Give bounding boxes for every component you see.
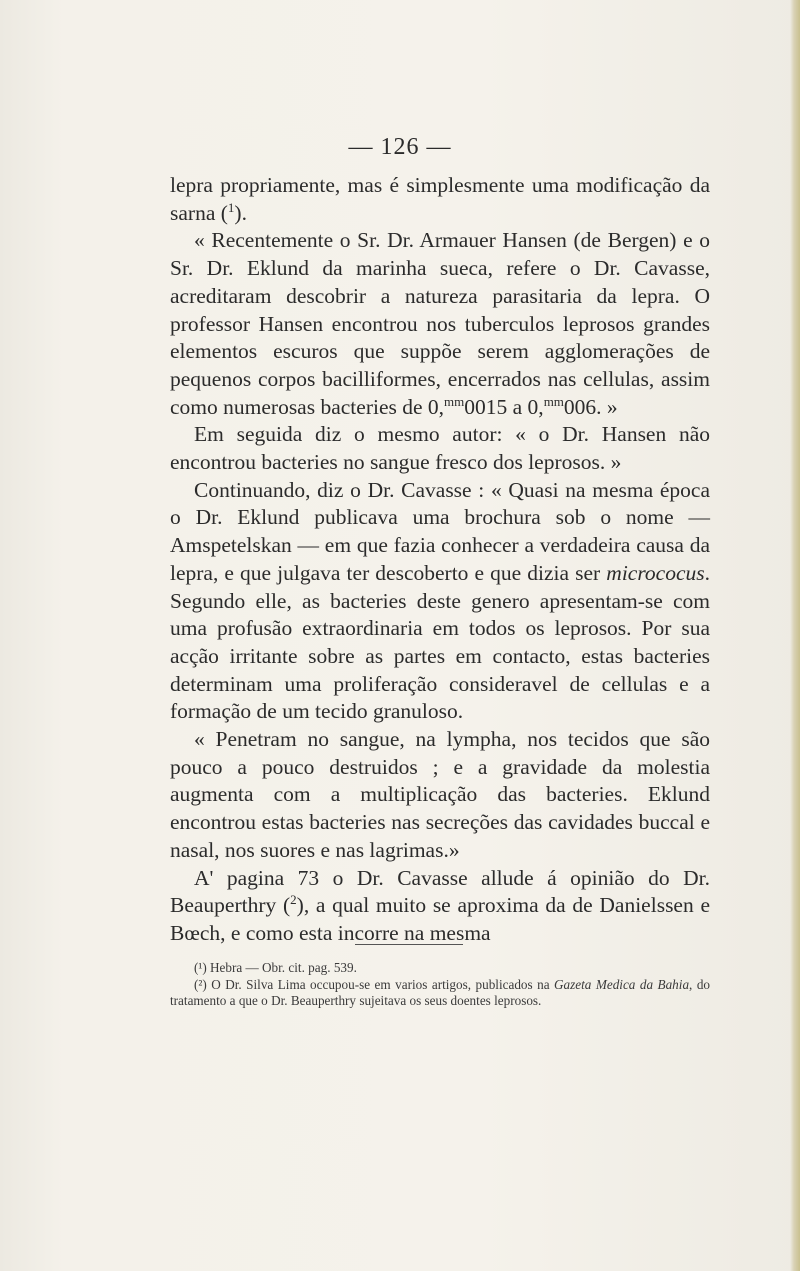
paragraph-6-end: ), a qual muito se aproxima da de Danielssen e Bœch, e como esta incorre na mesma (170, 893, 710, 945)
paragraph-4-text: Continuando, diz o Dr. Cavasse : « Quasi na mesma época o Dr. Eklund publicava uma brochura sob o nome — Amspetelskan — em que fazia conhecer a verdadeira causa da lepra, e que julgava ter descoberto e que dizia ser (170, 477, 710, 585)
paragraph-2-mid: 0015 a 0, (464, 394, 544, 419)
unit-mm-2: mm (543, 393, 564, 409)
paragraph-4-end: . Segundo elle, as bacteries deste genero apresentam-se com uma profusão extraordinaria em todos os leprosos. Por sua acção irritante sobre as partes em contacto, estas bacteries determinam uma proliferação consideravel de cellulas e a formação de um tecido granuloso. (170, 560, 710, 724)
paragraph-3: Em seguida diz o mesmo autor: « o Dr. Hansen não encontrou bacteries no sangue fresco dos leprosos. » (170, 422, 710, 475)
footnote-ref-1: 1 (227, 199, 235, 215)
paragraph-1-end: ). (234, 200, 247, 225)
paragraph-2 (170, 227, 710, 421)
italic-term: micrococus (606, 560, 705, 585)
footnote-ref-2: 2 (290, 892, 297, 908)
body-text (170, 172, 710, 948)
paragraph-2-text: « Recentemente o Sr. Dr. Armauer Hansen (de Bergen) e o Sr. Dr. Eklund da marinha sueca, refere o Dr. Cavasse, acreditaram descobrir a natureza parasitaria da lepra. O professor Hansen encontrou nos tuberculos leprosos grandes elementos escuros que suppõe serem agglomerações de pequenos corpos bacilliformes, encerrados nas cellulas, assim como numerosas bacteries de 0, (170, 228, 710, 419)
unit-mm-1: mm (444, 393, 465, 409)
paragraph-1 (170, 172, 710, 227)
paragraph-2-end: 006. » (563, 394, 618, 419)
footnote-1: (¹) Hebra — Obr. cit. pag. 539. (194, 960, 357, 975)
paragraph-6-text: A' pagina 73 o Dr. Cavasse allude á opinião do Dr. Beauperthry ( (170, 865, 710, 918)
footnote-2 (170, 977, 710, 1010)
page-edge (790, 0, 800, 1271)
paragraph-4 (170, 477, 710, 726)
page-number: — 126 — (348, 134, 452, 160)
paragraph-6 (170, 865, 710, 948)
footnote-2-text: (²) O Dr. Silva Lima occupou-se em varios artigos, publicados na (194, 976, 555, 992)
footnotes (170, 960, 710, 1010)
footnote-2-end: , do tratamento a que o Dr. Beauperthry sujeitava os seus doentes leprosos. (170, 976, 711, 1008)
paragraph-1-text: lepra propriamente, mas é simplesmente uma modificação da sarna ( (170, 173, 710, 225)
paragraph-5: « Penetram no sangue, na lympha, nos tecidos que são pouco a pouco destruidos ; e a gravidade da molestia augmenta com a multiplicação das bacteries. Eklund encontrou estas bacteries nas secreções das cavidades buccal e nasal, nos suores e nas lagrimas.» (170, 727, 710, 862)
footnote-divider (355, 944, 463, 945)
footnote-2-italic: Gazeta Medica da Bahia (554, 976, 690, 992)
